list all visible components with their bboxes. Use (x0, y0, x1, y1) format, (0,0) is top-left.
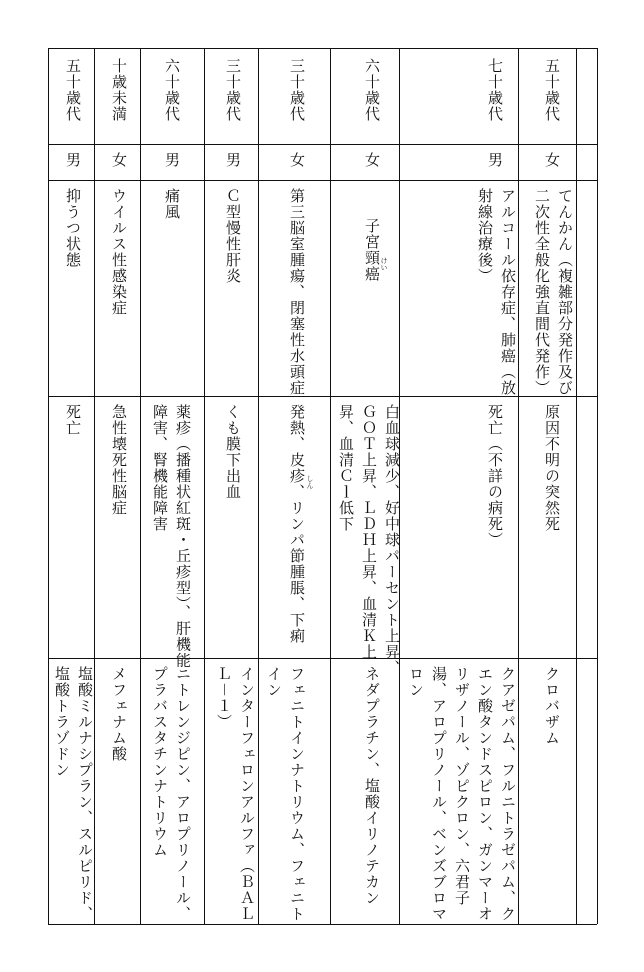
drugs-cell-2: クアゼパム、フルニトラゼパム、ク エン酸タンドスピロン、ガンマーオ リザノール、ゾピクロン、六君子 湯、アロプリノール、ベンズブロマ ロン (407, 666, 517, 922)
drugs-cell-4: フェニトインナトリウム、フェニト イン (265, 666, 306, 922)
drugs-cell-3: ネダプラチン、塩酸イリノテカン (363, 666, 381, 906)
outcome-cell-1: 原因不明の突然死 (543, 404, 561, 532)
outcome-cell-5: くも膜下出血 (224, 404, 242, 500)
disease-cell-4: 第三脳室腫瘍、閉塞性水頭症 (288, 188, 306, 396)
outcome-cell-8: 死亡 (64, 404, 82, 436)
age-cell-4: 三十歳代 (288, 58, 306, 122)
rule-col-4 (258, 48, 259, 924)
sex-cell-3: 女 (363, 152, 381, 168)
rule-col-9 (597, 48, 598, 924)
rule-col-8 (576, 48, 577, 924)
adverse-reaction-table (48, 48, 597, 924)
rule-top (48, 48, 597, 49)
rule-below-age (48, 144, 597, 145)
rule-below-outcome (48, 658, 597, 659)
drugs-cell-6: ニトレンジピン、アロプリノール、 プラバスタチンナトリウム (151, 666, 192, 922)
outcome-cell-2: 死亡（不詳の病死） (486, 404, 504, 548)
sex-cell-6: 男 (163, 152, 181, 168)
disease-cell-5: Ｃ型慢性肝炎 (224, 188, 242, 284)
rule-col-3 (204, 48, 205, 924)
disease-ruby-3: けい (380, 257, 388, 271)
age-cell-7: 十歳未満 (110, 58, 128, 122)
outcome-cell-7: 急性壊死性脳症 (110, 404, 128, 516)
rule-col-2 (140, 48, 141, 924)
sex-cell-4: 女 (288, 152, 306, 168)
rule-below-disease (48, 396, 597, 397)
rule-col-5 (330, 48, 331, 924)
age-cell-3: 六十歳代 (363, 58, 381, 122)
drugs-cell-7: メフェナム酸 (110, 666, 128, 762)
disease-cell-6: 痛風 (163, 188, 181, 220)
age-cell-5: 三十歳代 (224, 58, 242, 122)
age-cell-8: 五十歳代 (64, 58, 82, 122)
rule-bottom (48, 924, 597, 925)
sex-cell-5: 男 (224, 152, 242, 168)
age-cell-6: 六十歳代 (163, 58, 181, 122)
sex-cell-8: 男 (64, 152, 82, 168)
disease-cell-7: ウイルス性感染症 (110, 188, 128, 316)
outcome-ruby-4: しん (306, 475, 314, 489)
rule-col-0 (48, 48, 49, 924)
sex-cell-7: 女 (110, 152, 128, 168)
rule-below-sex (48, 180, 597, 181)
sex-cell-1: 女 (543, 152, 561, 168)
age-cell-1: 五十歳代 (543, 58, 561, 122)
sex-cell-2: 男 (486, 152, 504, 168)
disease-cell-8: 抑うつ状態 (64, 188, 82, 268)
disease-cell-1: てんかん（複雑部分発作及び 二次性全般化強直間代発作） (533, 188, 574, 396)
disease-cell-2: アルコール依存症、肺癌（放 射線治療後） (476, 188, 517, 396)
outcome-cell-6: 薬疹（播種状紅斑・丘疹型）、肝機能 障害、腎機能障害 (151, 404, 192, 669)
outcome-cell-4: 発熱、皮疹、リンパ節腫脹、下痢 (288, 404, 306, 644)
age-cell-2: 七十歳代 (486, 58, 504, 122)
disease-cell-3: 子宮頸癌 (363, 218, 381, 282)
drugs-cell-8: 塩酸ミルナシプラン、スルピリド、 塩酸トラゾドン (53, 666, 94, 922)
drugs-cell-1: クロバザム (543, 666, 561, 746)
drugs-cell-5: インターフェロンアルファ（ＢＡＬ Ｌ－１） (215, 666, 256, 922)
outcome-cell-3: 白血球減少、好中球パーセント上昇、 ＧＯＴ上昇、ＬＤＨ上昇、血清Ｋ上 昇、血清Ｃｌ低下 (337, 404, 401, 676)
